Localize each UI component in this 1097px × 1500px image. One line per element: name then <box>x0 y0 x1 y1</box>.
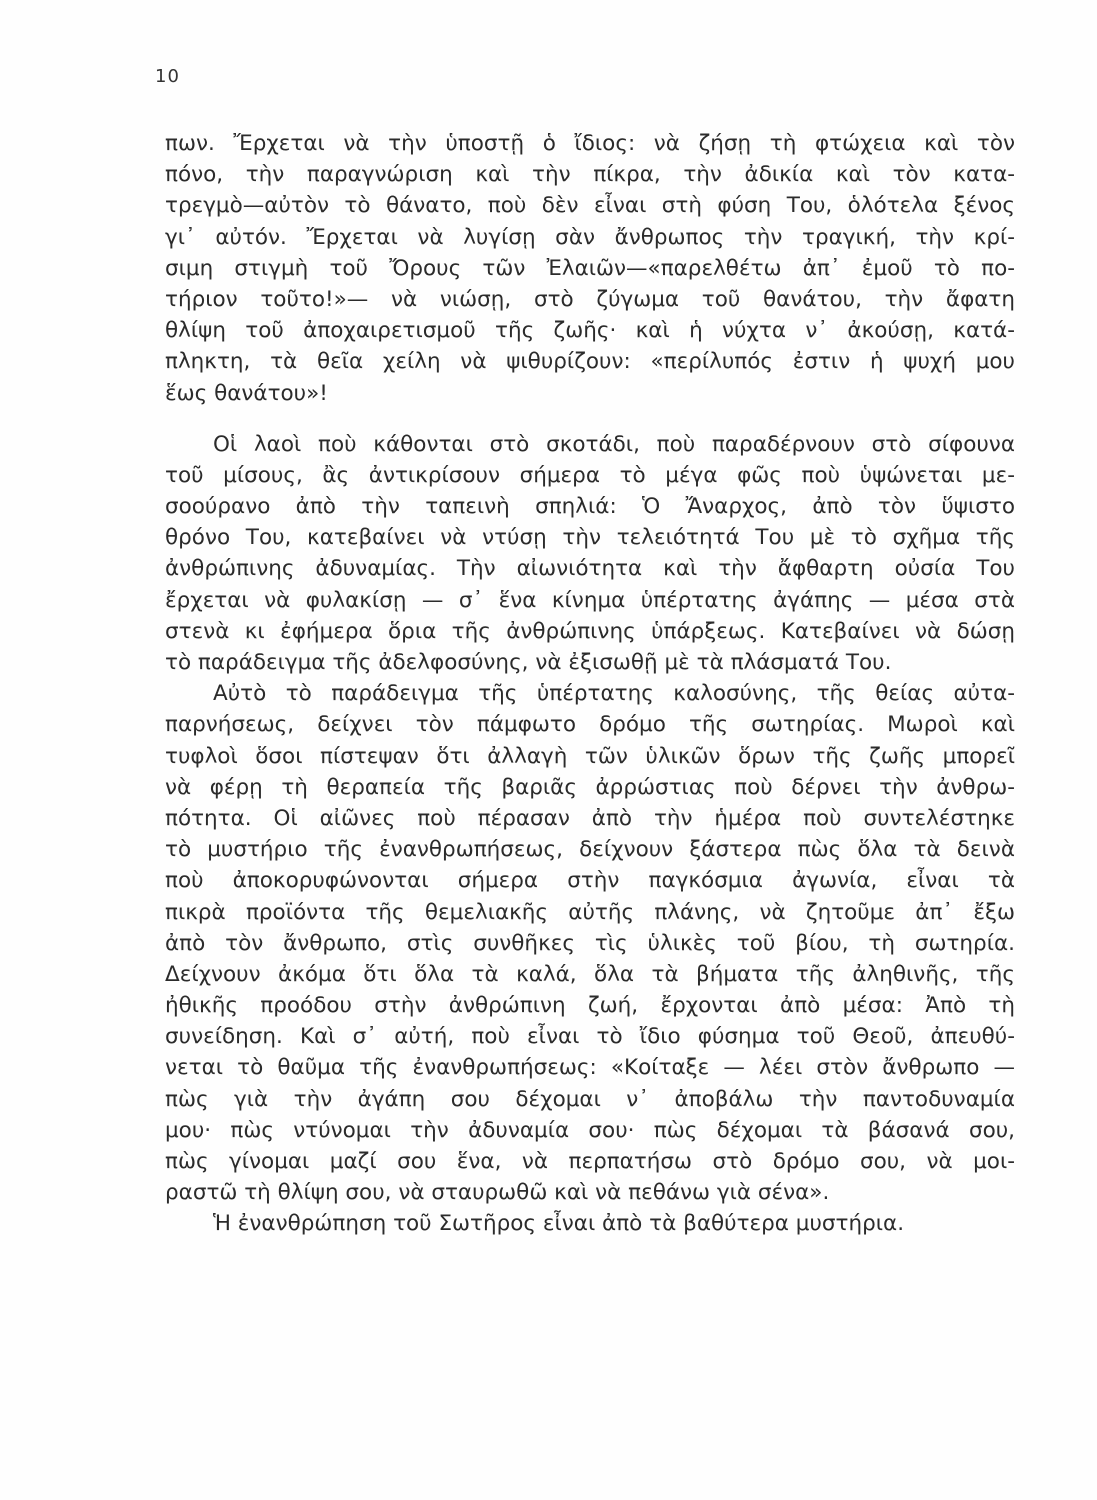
text-line: παρνήσεως, δείχνει τὸν πάμφωτο δρόμο τῆς σωτηρίας. Μωροὶ καὶ <box>165 712 1015 738</box>
text-line: Οἱ λαοὶ ποὺ κάθονται στὸ σκοτάδι, ποὺ παραδέρνουν στὸ σίφουνα <box>213 431 1015 457</box>
text-line: τυφλοὶ ὅσοι πίστεψαν ὅτι ἀλλαγὴ τῶν ὑλικῶν ὅρων τῆς ζωῆς μπορεῖ <box>165 743 1015 769</box>
text-line: ἕως θανάτου»! <box>165 380 328 406</box>
text-line: Αὐτὸ τὸ παράδειγμα τῆς ὑπέρτατης καλοσύνης, τῆς θείας αὐτα- <box>213 681 1015 707</box>
text-line: μου· πὼς ντύνομαι τὴν ἀδυναμία σου· πὼς δέχομαι τὰ βάσανά σου, <box>165 1117 1015 1143</box>
text-line: νεται τὸ θαῦμα τῆς ἐνανθρωπήσεως: «Κοίταξε — λέει στὸν ἄνθρωπο — <box>165 1055 1015 1081</box>
page-number: 10 <box>155 66 180 87</box>
text-line: ἀνθρώπινης ἀδυναμίας. Τὴν αἰωνιότητα καὶ τὴν ἄφθαρτη οὐσία Του <box>165 556 1015 582</box>
text-line: συνείδηση. Καὶ σ᾽ αὐτή, ποὺ εἶναι τὸ ἴδιο φύσημα τοῦ Θεοῦ, ἀπευθύ- <box>165 1024 1015 1050</box>
text-line: τρεγμὸ—αὐτὸν τὸ θάνατο, ποὺ δὲν εἶναι στὴ φύση Του, ὁλότελα ξένος <box>165 193 1015 219</box>
text-line: γι᾽ αὐτόν. Ἔρχεται νὰ λυγίσῃ σὰν ἄνθρωπος τὴν τραγική, τὴν κρί- <box>165 224 1015 250</box>
text-line: πληκτη, τὰ θεῖα χείλη νὰ ψιθυρίζουν: «περίλυπός ἐστιν ἡ ψυχή μου <box>165 349 1015 375</box>
text-line: Ἡ ἐνανθρώπηση τοῦ Σωτῆρος εἶναι ἀπὸ τὰ βαθύτερα μυστήρια. <box>213 1211 905 1237</box>
text-line: ποὺ ἀποκορυφώνονται σήμερα στὴν παγκόσμια ἀγωνία, εἶναι τὰ <box>165 868 1015 894</box>
paragraph-1 <box>165 128 1015 409</box>
text-line: θλίψη τοῦ ἀποχαιρετισμοῦ τῆς ζωῆς· καὶ ἡ νύχτα ν᾽ ἀκούσῃ, κατά- <box>165 318 1015 344</box>
text-line: νὰ φέρῃ τὴ θεραπεία τῆς βαριᾶς ἀρρώστιας ποὺ δέρνει τὴν ἀνθρω- <box>165 774 1015 800</box>
text-line: ραστῶ τὴ θλίψη σου, νὰ σταυρωθῶ καὶ νὰ πεθάνω γιὰ σένα». <box>165 1180 830 1206</box>
text-line: Δείχνουν ἀκόμα ὅτι ὅλα τὰ καλά, ὅλα τὰ βήματα τῆς ἀληθινῆς, τῆς <box>165 961 1015 987</box>
text-line: στενὰ κι ἐφήμερα ὅρια τῆς ἀνθρώπινης ὑπάρξεως. Κατεβαίνει νὰ δώσῃ <box>165 618 1015 644</box>
text-line: τὸ παράδειγμα τῆς ἀδελφοσύνης, νὰ ἐξισωθῇ μὲ τὰ πλάσματά Του. <box>165 650 892 675</box>
text-line: πικρὰ προϊόντα τῆς θεμελιακῆς αὐτῆς πλάνης, νὰ ζητοῦμε ἀπ᾽ ἔξω <box>165 899 1015 925</box>
text-line: σοούρανο ἀπὸ τὴν ταπεινὴ σπηλιά: Ὁ Ἄναρχος, ἀπὸ τὸν ὕψιστο <box>165 494 1015 520</box>
text-line: τήριον τοῦτο!»— νὰ νιώσῃ, στὸ ζύγωμα τοῦ θανάτου, τὴν ἄφατη <box>165 286 1015 312</box>
paragraph-3 <box>165 678 1015 1208</box>
paragraph-2 <box>165 429 1015 679</box>
text-line: πων. Ἔρχεται νὰ τὴν ὑποστῇ ὁ ἴδιος: νὰ ζήσῃ τὴ φτώχεια καὶ τὸν <box>165 131 1015 156</box>
text-line: ἔρχεται νὰ φυλακίσῃ — σ᾽ ἕνα κίνημα ὑπέρτατης ἀγάπης — μέσα στὰ <box>165 587 1015 613</box>
text-line: πόνο, τὴν παραγνώριση καὶ τὴν πίκρα, τὴν ἀδικία καὶ τὸν κατα- <box>165 162 1015 188</box>
paragraph-4 <box>165 1208 1015 1239</box>
text-line: τὸ μυστήριο τῆς ἐνανθρωπήσεως, δείχνουν ξάστερα πὼς ὅλα τὰ δεινὰ <box>165 837 1015 863</box>
text-line: τοῦ μίσους, ἂς ἀντικρίσουν σήμερα τὸ μέγα φῶς ποὺ ὑψώνεται με- <box>165 462 1015 488</box>
text-line: πὼς γιὰ τὴν ἀγάπη σου δέχομαι ν᾽ ἀποβάλω τὴν παντοδυναμία <box>165 1086 1015 1112</box>
text-line: σιμη στιγμὴ τοῦ Ὄρους τῶν Ἐλαιῶν—«παρελθέτω ἀπ᾽ ἐμοῦ τὸ πο- <box>165 255 1015 281</box>
text-line: ἠθικῆς προόδου στὴν ἀνθρώπινη ζωή, ἔρχονται ἀπὸ μέσα: Ἀπὸ τὴ <box>165 993 1015 1019</box>
text-line: πότητα. Οἱ αἰῶνες ποὺ πέρασαν ἀπὸ τὴν ἡμέρα ποὺ συντελέστηκε <box>165 805 1015 831</box>
text-line: ἀπὸ τὸν ἄνθρωπο, στὶς συνθῆκες τὶς ὑλικὲς τοῦ βίου, τὴ σωτηρία. <box>165 930 1015 956</box>
text-line: πὼς γίνομαι μαζί σου ἕνα, νὰ περπατήσω στὸ δρόμο σου, νὰ μοι- <box>165 1149 1015 1174</box>
text-line: θρόνο Του, κατεβαίνει νὰ ντύσῃ τὴν τελειότητά Του μὲ τὸ σχῆμα τῆς <box>165 525 1015 551</box>
body-text <box>165 128 1015 1240</box>
